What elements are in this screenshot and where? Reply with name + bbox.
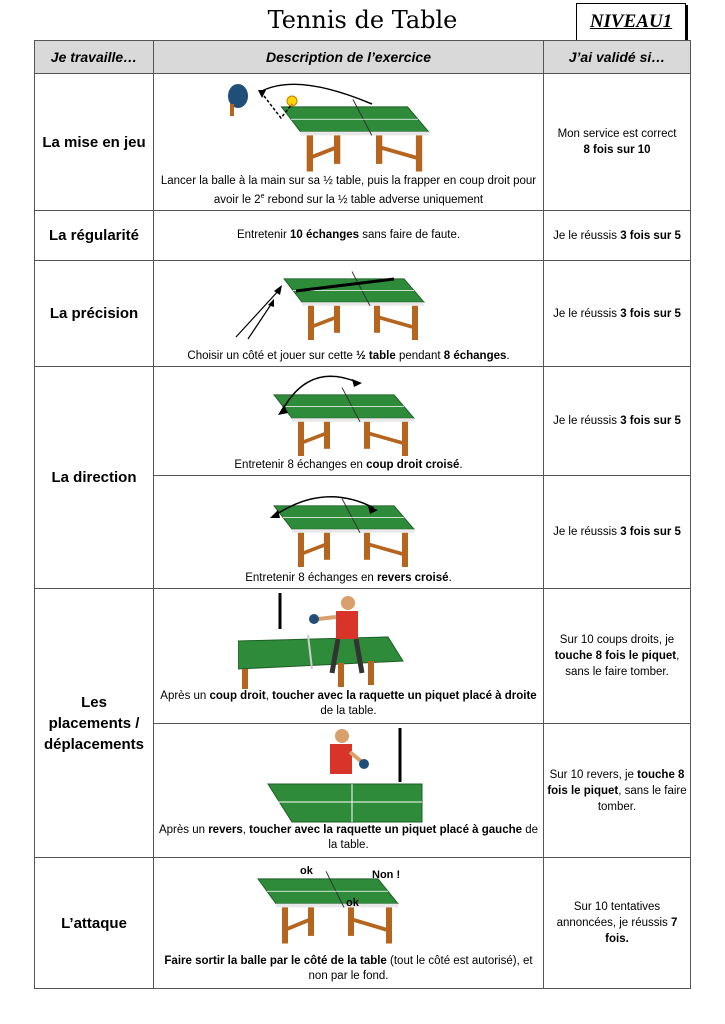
valid-pl1-c: , sans le faire tomber.: [565, 650, 680, 678]
valid-dir2-a: Je le réussis: [553, 526, 621, 538]
header-skill: Je travaille…: [35, 41, 154, 74]
attack-diagram: [238, 864, 428, 952]
valid-pl2-b: touche 8 fois le piquet: [547, 768, 685, 797]
desc-pre-a: Choisir un côté et jouer sur cette: [187, 350, 357, 362]
valid-pl1-b: touche 8 fois le piquet: [554, 650, 677, 662]
valid-direction-2: [544, 476, 691, 589]
desc-reg-b: 10 échanges: [290, 229, 360, 241]
desc-mise-a: Lancer la balle à la main sur sa ½ table, puis la frapper en coup droit pour avoir le 2: [160, 175, 537, 206]
row-mise-en-jeu: [35, 74, 691, 211]
desc-att-a: Faire sortir la balle par le côté de la table: [164, 955, 387, 967]
non-label: Non !: [372, 869, 401, 881]
desc-dir2-c: .: [448, 572, 452, 584]
player-icon: [341, 596, 355, 610]
valid-pl2-a: Sur 10 revers, je: [549, 768, 638, 781]
valid-dir1-a: Je le réussis: [553, 415, 621, 427]
desc-mise-en-jeu: [154, 74, 544, 211]
valid-placements-2: [544, 724, 691, 858]
row-precision: [35, 261, 691, 367]
valid-regularite: [544, 211, 691, 261]
valid-reg-a: Je le réussis: [553, 229, 621, 242]
desc-dir1-c: .: [459, 459, 463, 471]
desc-pre-b: ½ table: [356, 350, 396, 362]
forehand-cross-diagram: [234, 371, 434, 457]
backhand-cross-diagram: [234, 480, 434, 570]
level-badge: NIVEAU1: [576, 3, 686, 41]
forehand-post-diagram: [238, 591, 418, 689]
desc-direction-2: [154, 476, 544, 589]
valid-dir1-b: 3 fois sur 5: [620, 415, 681, 427]
valid-reg-b: 3 fois sur 5: [620, 229, 681, 242]
valid-pl1-a: Sur 10 coups droits, je: [559, 634, 675, 646]
header-validation: J’ai validé si…: [544, 41, 691, 74]
ok-label-1: ok: [300, 865, 313, 877]
desc-pre-d: 8 échanges: [443, 350, 507, 362]
valid-mise-en-jeu: [544, 74, 691, 211]
valid-att-a: Sur 10 tentatives annoncées, je réussis: [556, 901, 672, 929]
desc-dir1-b: coup droit croisé: [366, 459, 460, 471]
valid-precision: [544, 261, 691, 367]
desc-pl2-a: Après un: [158, 824, 209, 836]
skill-placements: [35, 589, 154, 858]
ok-label-2: ok: [346, 897, 359, 909]
desc-pl2-c: ,: [242, 824, 250, 836]
valid-att-b: 7 fois.: [605, 917, 678, 945]
valid-attaque: [544, 858, 691, 989]
desc-att-b: (tout le côté est autorisé), et non par le fond.: [308, 955, 533, 982]
valid-pre-b: 3 fois sur 5: [620, 307, 681, 320]
desc-pl1-a: Après un: [160, 690, 210, 702]
skill-mise-en-jeu: La mise en jeu: [35, 74, 154, 211]
desc-dir1-a: Entretenir 8 échanges en: [234, 459, 367, 471]
backhand-post-diagram: [262, 726, 442, 824]
desc-mise-b: rebond sur la ½ table adverse uniquement: [264, 194, 484, 206]
desc-regularite: [154, 211, 544, 261]
valid-pl2-c: , sans le faire tomber.: [597, 784, 687, 813]
valid-mise-a: Mon service est correct: [557, 128, 677, 140]
skill-regularite: La régularité: [35, 211, 154, 261]
desc-pre-c: pendant: [395, 350, 444, 362]
valid-mise-b: 8 fois sur 10: [583, 144, 651, 156]
desc-placements-1: [154, 589, 544, 724]
desc-pl2-b: revers: [208, 824, 243, 836]
desc-reg-c: sans faire de faute.: [359, 229, 461, 241]
header-description: Description de l’exercice: [154, 41, 544, 74]
skill-precision: La précision: [35, 261, 154, 367]
desc-pl1-b: coup droit: [209, 690, 266, 702]
desc-direction-1: [154, 367, 544, 476]
valid-dir2-b: 3 fois sur 5: [620, 526, 681, 538]
page-title: Tennis de Table: [267, 6, 458, 34]
skill-pl-2: placements /: [48, 714, 140, 732]
header-row: [35, 41, 691, 74]
row-placements-1: [35, 589, 691, 724]
skill-attaque: L’attaque: [35, 858, 154, 989]
skill-pl-3: déplacements: [43, 735, 145, 753]
precision-diagram: [234, 267, 434, 347]
skill-direction: La direction: [35, 367, 154, 589]
desc-reg-a: Entretenir: [236, 229, 290, 241]
desc-pl1-d: toucher avec la raquette un piquet placé à droite: [272, 690, 537, 702]
valid-placements-1: [544, 589, 691, 724]
desc-pl2-d: toucher avec la raquette un piquet placé à gauche: [249, 824, 523, 836]
desc-pl1-e: de la table.: [320, 705, 377, 717]
desc-attaque: [154, 858, 544, 989]
desc-pl2-e: de la table.: [328, 824, 539, 851]
player-icon-2: [335, 729, 349, 743]
row-regularite: [35, 211, 691, 261]
desc-pl1-c: ,: [265, 690, 273, 702]
desc-mise-sup: e: [260, 193, 265, 201]
row-direction-1: [35, 367, 691, 476]
desc-dir2-a: Entretenir 8 échanges en: [245, 572, 377, 584]
row-attaque: [35, 858, 691, 989]
desc-dir2-b: revers croisé: [376, 572, 449, 584]
serve-diagram: [226, 78, 456, 178]
desc-pre-e: .: [506, 350, 510, 362]
skill-pl-1: Les: [81, 693, 107, 711]
valid-pre-a: Je le réussis: [553, 307, 621, 320]
desc-precision: [154, 261, 544, 367]
exercise-table: [34, 40, 691, 989]
valid-direction-1: [544, 367, 691, 476]
desc-placements-2: [154, 724, 544, 858]
